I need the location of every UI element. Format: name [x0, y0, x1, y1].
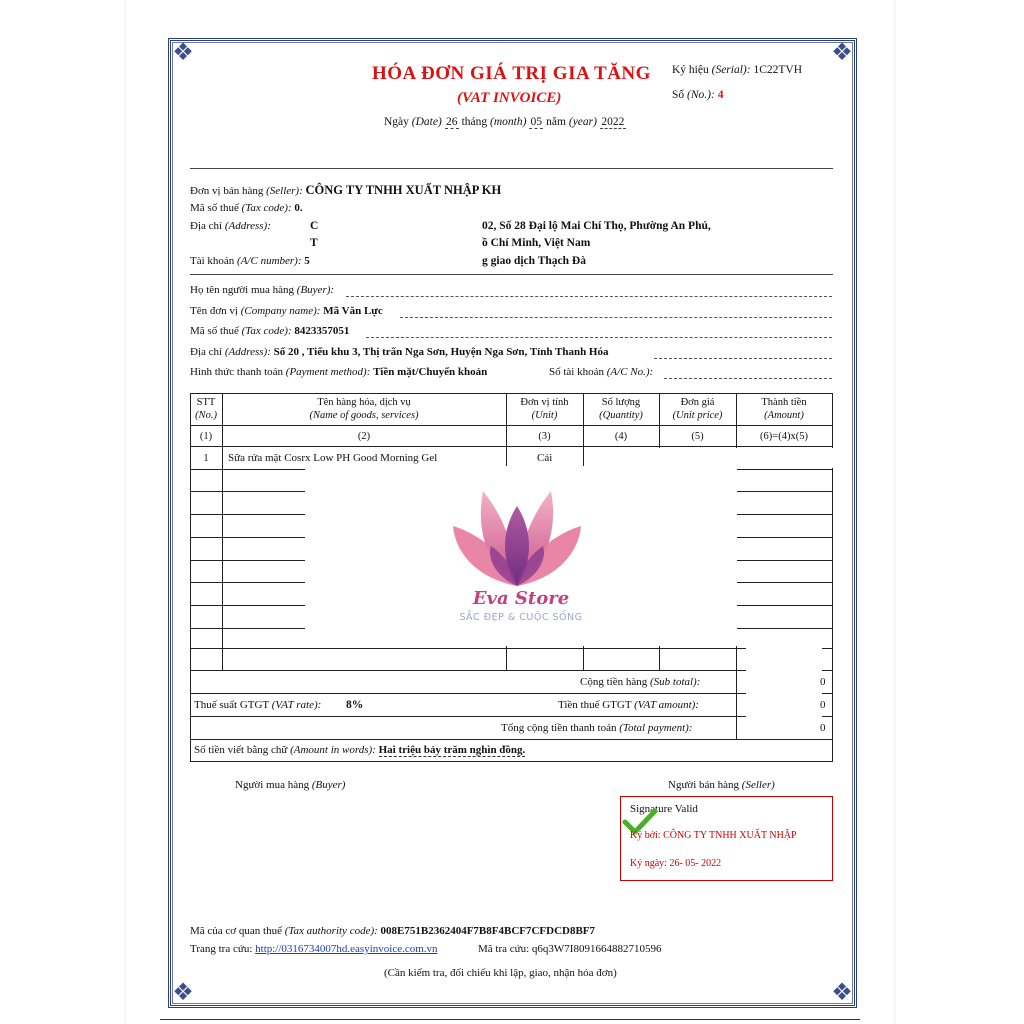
corner-ornament-icon: ❖	[831, 980, 853, 1006]
header-divider	[190, 168, 833, 169]
company-dotline	[400, 317, 832, 318]
payment-value: Tiền mặt/Chuyển khoản	[373, 366, 488, 378]
seller-account-label-en: (A/C number):	[237, 255, 302, 267]
month-label-en: (month)	[490, 116, 527, 128]
serial-value: 1C22TVH	[753, 64, 803, 76]
company-line	[190, 305, 383, 317]
buyer-tax-value: 8423357051	[294, 325, 350, 337]
date-day: 26	[445, 116, 458, 128]
seller-name: CÔNG TY TNHH XUẤT NHẬP KH	[305, 183, 502, 197]
invoice-number: 4	[717, 89, 724, 101]
vat-rate-line	[194, 699, 321, 711]
vat-amount-label-en: (VAT amount):	[634, 699, 699, 711]
month-label: tháng	[461, 116, 488, 128]
col-header-name: Tên hàng hóa, dịch vụ (Name of goods, services)	[309, 397, 419, 421]
col-header-quantity: Số lượng (Quantity)	[599, 397, 643, 421]
year-label: năm	[546, 116, 566, 128]
seller-signature-label	[668, 779, 775, 791]
date-year: 2022	[601, 116, 625, 128]
invoice-title: HÓA ĐƠN GIÁ TRỊ GIA TĂNG	[372, 63, 651, 84]
buyer-account-dotline	[664, 378, 832, 379]
authority-code: 008E751B2362404F7B8F4BCF7CFDCD8BF7	[380, 925, 596, 937]
subtotal-value: 0	[820, 676, 826, 688]
words-label: Số tiền viết bằng chữ	[194, 744, 288, 756]
col-header-amount: Thành tiền (Amount)	[761, 397, 807, 421]
subtotal-label: Cộng tiền hàng	[580, 676, 648, 688]
buyer-sign-label: Người mua hàng	[235, 779, 310, 791]
seller-tax-label: Mã số thuế	[190, 202, 239, 214]
seller-address-line1: 02, Số 28 Đại lộ Mai Chí Thọ, Phường An Phú,	[482, 220, 711, 232]
serial-line	[672, 64, 802, 76]
number-label-en: (No.):	[687, 89, 715, 101]
company-label-en: (Company name):	[240, 305, 321, 317]
col-number: (4)	[614, 431, 628, 442]
vat-amount-label: Tiền thuế GTGT	[558, 699, 632, 711]
buyer-address-dotline	[654, 358, 832, 359]
invoice-subtitle: (VAT INVOICE)	[457, 90, 562, 106]
col-number: (3)	[538, 431, 551, 442]
seller-divider	[190, 274, 833, 275]
store-logo	[305, 466, 737, 646]
footer-note: (Cần kiểm tra, đối chiếu khi lập, giao, nhận hóa đơn)	[384, 967, 617, 979]
date-line	[384, 116, 626, 129]
date-label-en: (Date)	[411, 116, 442, 128]
buyer-tax-label: Mã số thuế	[190, 325, 239, 337]
seller-address-frag2: T	[310, 237, 318, 249]
signature-status: Signature Valid	[630, 803, 698, 815]
number-label: Số	[672, 89, 685, 101]
signed-by: Ký bởi: CÔNG TY TNHH XUẤT NHẬP	[630, 830, 797, 841]
corner-ornament-icon: ❖	[172, 980, 194, 1006]
seller-sign-label-en: (Seller)	[741, 779, 775, 791]
total-label: Tổng cộng tiền thanh toán	[501, 722, 617, 734]
row-unit: Cái	[537, 452, 553, 464]
date-month: 05	[530, 116, 543, 128]
lookup-link[interactable]: http://0316734007hd.easyinvoice.com.vn	[255, 943, 438, 955]
total-label-en: (Total payment):	[619, 722, 693, 734]
buyer-dotline	[346, 296, 832, 297]
buyer-account-label-en: (A/C No.):	[606, 366, 654, 378]
seller-name-line	[190, 183, 501, 198]
col-header-unit: Đơn vị tính (Unit)	[520, 397, 569, 421]
seller-address-line	[190, 220, 271, 232]
store-brand: Eva Store	[472, 588, 570, 609]
subtotal-label-en: (Sub total):	[649, 676, 701, 688]
store-tagline: SẮC ĐẸP & CUỘC SỐNG	[459, 612, 583, 623]
words-label-en: (Amount in words):	[290, 744, 376, 756]
buyer-line	[190, 284, 334, 296]
buyer-label: Họ tên người mua hàng	[190, 284, 295, 296]
corner-ornament-icon: ❖	[172, 40, 194, 66]
buyer-address-value: Số 20 , Tiểu khu 3, Thị trấn Nga Sơn, Huyện Nga Sơn, Tỉnh Thanh Hóa	[273, 346, 609, 358]
seller-account-label: Tài khoản	[190, 255, 235, 267]
serial-label: Ký hiệu	[672, 64, 709, 76]
seller-tax-label-en: (Tax code):	[241, 202, 292, 214]
col-number: (5)	[691, 431, 704, 442]
row-no: 1	[203, 453, 209, 464]
payment-label: Hình thức thanh toán	[190, 366, 284, 378]
seller-address-line2: ồ Chí Minh, Việt Nam	[482, 237, 591, 249]
company-value: Mã Văn Lực	[323, 305, 383, 317]
words-line	[194, 744, 525, 756]
vat-rate-label: Thuế suất GTGT	[194, 699, 269, 711]
buyer-address-label-en: (Address):	[224, 346, 271, 358]
buyer-account-label: Số tài khoản	[549, 366, 604, 378]
page-bottom-rule	[160, 1019, 860, 1020]
redaction-patch	[746, 648, 822, 738]
col-header-unit-price: Đơn giá (Unit price)	[672, 397, 723, 421]
buyer-label-en: (Buyer):	[296, 284, 335, 296]
corner-ornament-icon: ❖	[831, 40, 853, 66]
col-number: (6)=(4)x(5)	[760, 431, 808, 442]
buyer-sign-label-en: (Buyer)	[311, 779, 346, 791]
lookup-code-line	[478, 943, 661, 955]
seller-address-frag1: C	[310, 220, 319, 232]
words-value: Hai triệu bảy trăm nghìn đồng.	[378, 744, 526, 756]
total-value: 0	[820, 722, 826, 734]
company-label: Tên đơn vị	[190, 305, 238, 317]
buyer-account-line	[549, 366, 653, 378]
seller-address-label: Địa chỉ	[190, 220, 223, 232]
seller-name-label-en: (Seller):	[266, 185, 303, 197]
authority-code-line	[190, 925, 595, 937]
year-label-en: (year)	[568, 116, 597, 128]
redaction-patch	[620, 448, 833, 468]
lookup-code-label: Mã tra cứu:	[478, 943, 530, 955]
seller-account-frag: 5	[304, 255, 310, 267]
lookup-label: Trang tra cứu:	[190, 943, 253, 955]
total-line	[501, 722, 692, 734]
payment-line	[190, 366, 487, 378]
date-label: Ngày	[384, 116, 409, 128]
authority-label-en: (Tax authority code):	[284, 925, 378, 937]
buyer-tax-dotline	[366, 337, 832, 338]
seller-name-label: Đơn vị bán hàng	[190, 185, 264, 197]
buyer-address-label: Địa chỉ	[190, 346, 223, 358]
buyer-tax-label-en: (Tax code):	[241, 325, 292, 337]
payment-label-en: (Payment method):	[285, 366, 371, 378]
authority-label: Mã của cơ quan thuế	[190, 925, 282, 937]
buyer-signature-label	[235, 779, 345, 791]
seller-address-label-en: (Address):	[224, 220, 271, 232]
serial-label-en: (Serial):	[711, 64, 751, 76]
col-number: (1)	[199, 431, 213, 442]
buyer-address-line	[190, 346, 609, 358]
buyer-tax-line	[190, 325, 349, 337]
lookup-line	[190, 943, 438, 955]
number-line	[672, 89, 723, 101]
row-item-name: Sữa rửa mặt Cosrx Low PH Good Morning Gel	[228, 452, 438, 464]
col-header-no: STT (No.)	[195, 397, 217, 421]
signed-date: Ký ngày: 26- 05- 2022	[630, 858, 722, 869]
seller-sign-label: Người bán hàng	[668, 779, 740, 791]
lookup-code: q6q3W7I8091664882710596	[531, 943, 662, 955]
seller-tax-line	[190, 202, 303, 214]
vat-amount-line	[558, 699, 699, 711]
seller-account-value: g giao dịch Thạch Đà	[482, 255, 586, 267]
vat-rate-value: 8%	[346, 699, 364, 711]
seller-tax-value: 0.	[294, 202, 303, 214]
seller-account-line	[190, 255, 310, 267]
vat-rate-label-en: (VAT rate):	[271, 699, 322, 711]
subtotal-line	[580, 676, 700, 688]
col-number: (2)	[357, 431, 371, 442]
vat-amount-value: 0	[820, 699, 826, 711]
